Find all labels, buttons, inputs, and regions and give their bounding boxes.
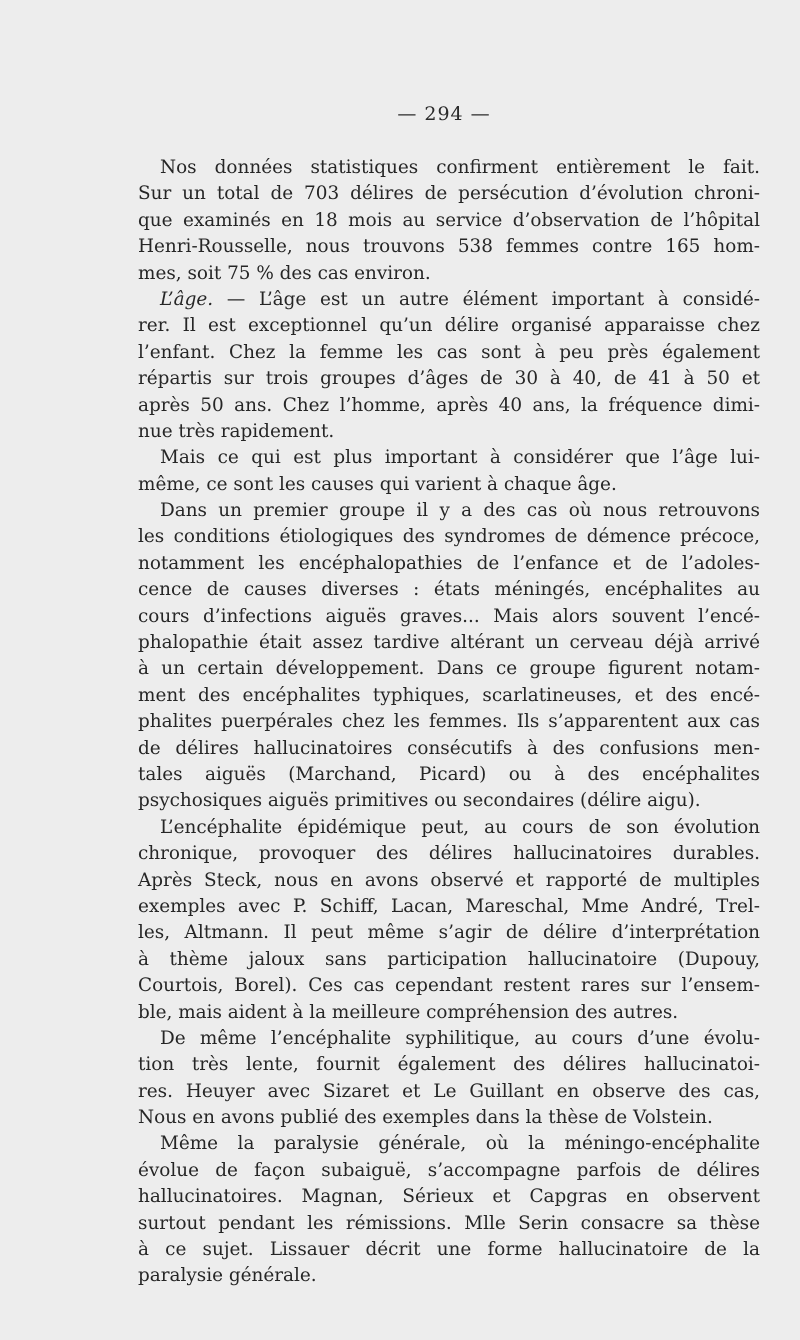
text-line: exemples avec P. Schiff, Lacan, Mareschal, Mme André, Trel- bbox=[138, 895, 760, 917]
text-line: répartis sur trois groupes d’âges de 30 à 40, de 41 à 50 et bbox=[138, 368, 760, 390]
text-line: les conditions étiologiques des syndromes de démence précoce, bbox=[138, 526, 760, 548]
text-line: après 50 ans. Chez l’homme, après 40 ans, la fréquence dimi- bbox=[138, 394, 760, 416]
text-line: ble, mais aident à la meilleure compréhension des autres. bbox=[138, 1001, 679, 1023]
text-line: de délires hallucinatoires consécutifs à des confusions men- bbox=[138, 737, 760, 759]
text-line: Sur un total de 703 délires de persécution d’évolution chroni- bbox=[138, 183, 760, 205]
text-line: nue très rapidement. bbox=[138, 420, 335, 442]
text-line: L’encéphalite épidémique peut, au cours de son évolution bbox=[160, 816, 760, 838]
text-line: à un certain développement. Dans ce groupe figurent notam- bbox=[138, 658, 760, 680]
text-line: rer. Il est exceptionnel qu’un délire organisé apparaisse chez bbox=[138, 315, 760, 337]
text-line: Après Steck, nous en avons observé et rapporté de multiples bbox=[138, 869, 760, 891]
text-line: Mais ce qui est plus important à considérer que l’âge lui- bbox=[160, 447, 760, 469]
text-line: tion très lente, fournit également des délires hallucinatoi- bbox=[138, 1054, 760, 1076]
text-line: phalites puerpérales chez les femmes. Ils s’apparentent aux cas bbox=[138, 711, 760, 733]
text-line: notamment les encéphalopathies de l’enfance et de l’adoles- bbox=[138, 552, 760, 574]
text-line-age-rest: — L’âge est un autre élément important à considé- bbox=[213, 288, 760, 310]
text-line: que examinés en 18 mois au service d’observation de l’hôpital bbox=[138, 209, 760, 231]
text-line: phalopathie était assez tardive altérant un cerveau déjà arrivé bbox=[138, 632, 760, 654]
page-number: — 294 — bbox=[397, 103, 491, 125]
body-text bbox=[138, 155, 760, 1290]
text-line: cours d’infections aiguës graves... Mais alors souvent l’encé- bbox=[138, 605, 760, 627]
text-line: surtout pendant les rémissions. Mlle Serin consacre sa thèse bbox=[138, 1212, 760, 1234]
text-line: De même l’encéphalite syphilitique, au cours d’une évolu- bbox=[160, 1027, 760, 1049]
text-line: ment des encéphalites typhiques, scarlatineuses, et des encé- bbox=[138, 684, 760, 706]
text-line: les, Altmann. Il peut même s’agir de délire d’interprétation bbox=[138, 922, 760, 944]
text-line: paralysie générale. bbox=[138, 1265, 317, 1287]
text-line: res. Heuyer avec Sizaret et Le Guillant en observe des cas, bbox=[138, 1080, 760, 1102]
text-line: chronique, provoquer des délires hallucinatoires durables. bbox=[138, 843, 760, 865]
text-line: mes, soit 75 % des cas environ. bbox=[138, 262, 431, 284]
text-line: tales aiguës (Marchand, Picard) ou à des encéphalites bbox=[138, 763, 760, 785]
text-line: à ce sujet. Lissauer décrit une forme hallucinatoire de la bbox=[138, 1239, 760, 1261]
text-line: Même la paralysie générale, où la méningo-encéphalite bbox=[160, 1133, 760, 1155]
text-line: même, ce sont les causes qui varient à chaque âge. bbox=[138, 473, 617, 495]
text-line: Courtois, Borel). Ces cas cependant restent rares sur l’ensem- bbox=[138, 975, 760, 997]
text-line: psychosiques aiguës primitives ou secondaires (délire aigu). bbox=[138, 790, 701, 812]
text-line: évolue de façon subaiguë, s’accompagne parfois de délires bbox=[138, 1159, 760, 1181]
text-line: à thème jaloux sans participation hallucinatoire (Dupouy, bbox=[138, 948, 760, 970]
text-line: Nos données statistiques confirment entièrement le fait. bbox=[160, 157, 760, 178]
text-line: hallucinatoires. Magnan, Sérieux et Capgras en observent bbox=[138, 1186, 760, 1208]
text-line: cence de causes diverses : états méningés, encéphalites au bbox=[138, 579, 760, 601]
text-line: l’enfant. Chez la femme les cas sont à peu près également bbox=[138, 341, 760, 363]
text-line: Dans un premier groupe il y a des cas où nous retrouvons bbox=[160, 500, 760, 522]
text-line-age bbox=[138, 287, 760, 313]
section-heading-age: L’âge. bbox=[160, 288, 214, 310]
text-line: Nous en avons publié des exemples dans la thèse de Volstein. bbox=[138, 1107, 713, 1129]
text-line: Henri-Rousselle, nous trouvons 538 femmes contre 165 hom- bbox=[138, 236, 760, 258]
